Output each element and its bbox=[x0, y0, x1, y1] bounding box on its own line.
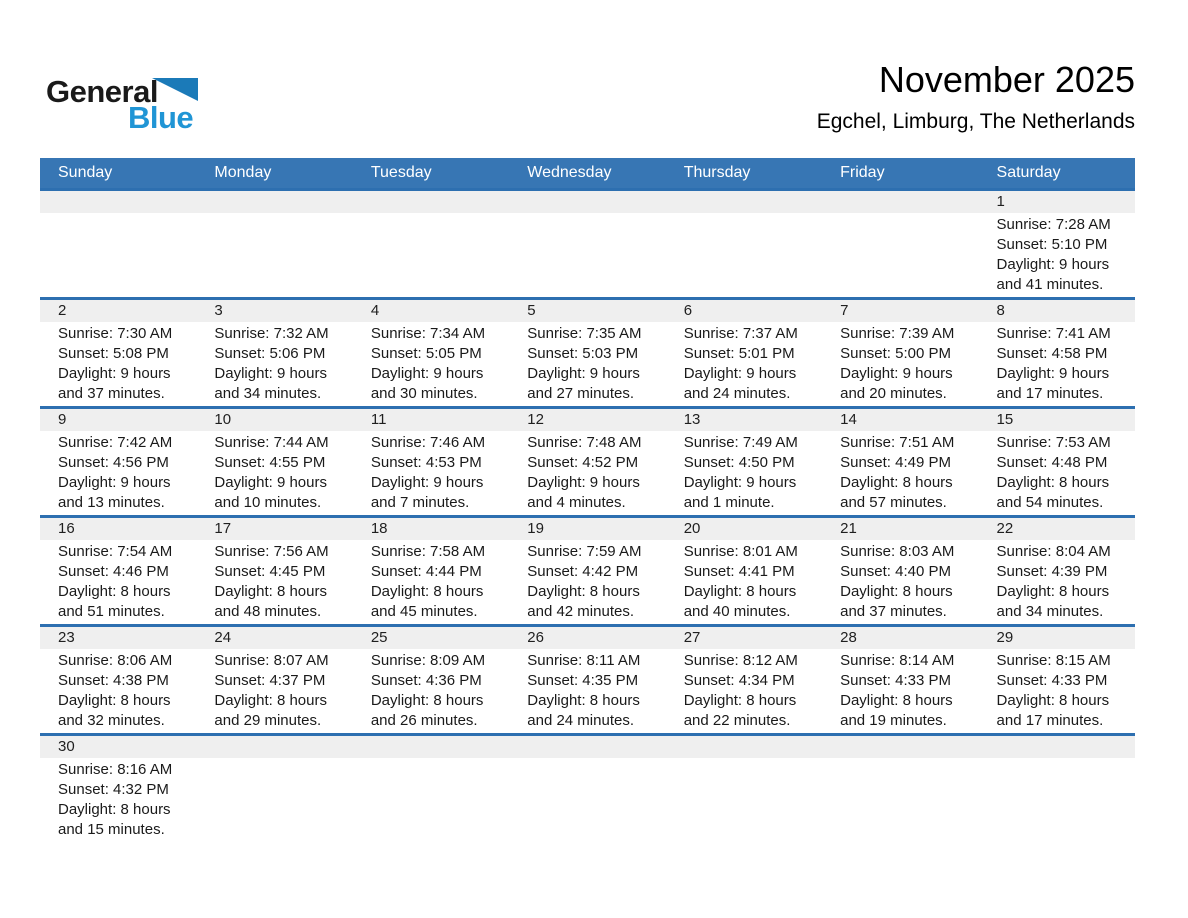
sunset-text: Sunset: 5:00 PM bbox=[840, 345, 952, 362]
general-blue-logo bbox=[46, 70, 246, 140]
daylight-text-line1: Daylight: 8 hours bbox=[840, 474, 953, 491]
day-number-band bbox=[40, 409, 1135, 431]
daylight-text-line2: and 40 minutes. bbox=[683, 603, 791, 620]
day-cell bbox=[666, 431, 822, 515]
day-cell bbox=[822, 213, 978, 297]
calendar-grid bbox=[40, 158, 1135, 842]
sunrise-text: Sunrise: 7:44 AM bbox=[214, 434, 329, 451]
sunset-text: Sunset: 4:44 PM bbox=[370, 563, 482, 580]
day-cell bbox=[822, 431, 978, 515]
weekday-label: Thursday bbox=[683, 164, 751, 181]
sunrise-text: Sunrise: 7:54 AM bbox=[58, 543, 173, 560]
daylight-text-line2: and 15 minutes. bbox=[58, 821, 165, 838]
day-number bbox=[40, 191, 196, 213]
sunrise-text: Sunrise: 8:04 AM bbox=[996, 543, 1111, 560]
day-details-band bbox=[40, 758, 1135, 842]
day-details-band bbox=[40, 213, 1135, 297]
day-cell bbox=[196, 322, 352, 406]
day-number-band bbox=[40, 300, 1135, 322]
day-number: 10 bbox=[214, 411, 232, 428]
day-cell bbox=[509, 649, 665, 733]
day-cell bbox=[196, 649, 352, 733]
day-cell bbox=[353, 322, 509, 406]
day-number: 30 bbox=[58, 738, 75, 755]
sunset-text: Sunset: 4:33 PM bbox=[996, 672, 1108, 689]
sunrise-text: Sunrise: 7:49 AM bbox=[683, 434, 798, 451]
location-subtitle: Egchel, Limburg, The Netherlands bbox=[816, 110, 1135, 133]
day-number: 21 bbox=[840, 520, 857, 537]
day-number bbox=[196, 736, 352, 758]
daylight-text-line2: and 48 minutes. bbox=[214, 603, 322, 620]
day-number: 9 bbox=[58, 411, 67, 428]
day-number bbox=[666, 191, 822, 213]
day-number bbox=[822, 191, 978, 213]
day-number: 16 bbox=[58, 520, 75, 537]
daylight-text-line2: and 24 minutes. bbox=[683, 385, 791, 402]
daylight-text-line1: Daylight: 9 hours bbox=[527, 474, 640, 491]
day-cell bbox=[353, 649, 509, 733]
sunrise-text: Sunrise: 7:42 AM bbox=[58, 434, 173, 451]
daylight-text-line2: and 34 minutes. bbox=[996, 603, 1104, 620]
day-cell bbox=[353, 213, 509, 297]
sunset-text: Sunset: 4:41 PM bbox=[683, 563, 795, 580]
sunrise-text: Sunrise: 8:16 AM bbox=[58, 761, 173, 778]
day-number-band bbox=[40, 736, 1135, 758]
weekday-label: Saturday bbox=[996, 164, 1061, 181]
daylight-text-line1: Daylight: 8 hours bbox=[527, 692, 640, 709]
sunset-text: Sunset: 4:39 PM bbox=[996, 563, 1108, 580]
daylight-text-line1: Daylight: 9 hours bbox=[370, 474, 484, 491]
daylight-text-line2: and 45 minutes. bbox=[370, 603, 478, 620]
sunset-text: Sunset: 4:45 PM bbox=[214, 563, 326, 580]
sunrise-text: Sunrise: 7:41 AM bbox=[996, 325, 1111, 342]
day-cell bbox=[822, 540, 978, 624]
sunrise-text: Sunrise: 7:48 AM bbox=[527, 434, 642, 451]
day-number: 2 bbox=[58, 302, 67, 319]
weeks-container bbox=[40, 188, 1135, 842]
day-number: 27 bbox=[683, 629, 701, 646]
day-cell bbox=[509, 540, 665, 624]
day-number: 7 bbox=[840, 302, 849, 319]
day-cell bbox=[196, 431, 352, 515]
day-number bbox=[509, 736, 665, 758]
sunrise-text: Sunrise: 7:59 AM bbox=[527, 543, 642, 560]
sunset-text: Sunset: 4:52 PM bbox=[527, 454, 639, 471]
sunrise-text: Sunrise: 7:37 AM bbox=[683, 325, 798, 342]
daylight-text-line1: Daylight: 9 hours bbox=[996, 365, 1110, 382]
daylight-text-line2: and 34 minutes. bbox=[214, 385, 322, 402]
daylight-text-line1: Daylight: 8 hours bbox=[683, 692, 797, 709]
day-number-band bbox=[40, 191, 1135, 213]
day-number: 28 bbox=[840, 629, 857, 646]
daylight-text-line2: and 42 minutes. bbox=[527, 603, 635, 620]
day-cell bbox=[979, 213, 1135, 297]
sunset-text: Sunset: 4:46 PM bbox=[58, 563, 169, 580]
day-cell bbox=[40, 322, 196, 406]
day-number bbox=[509, 191, 665, 213]
day-details-band bbox=[40, 322, 1135, 406]
day-number: 26 bbox=[527, 629, 544, 646]
day-number: 13 bbox=[683, 411, 701, 428]
day-details-band bbox=[40, 540, 1135, 624]
daylight-text-line1: Daylight: 9 hours bbox=[996, 256, 1110, 273]
daylight-text-line2: and 37 minutes. bbox=[58, 385, 165, 402]
week-row bbox=[40, 624, 1135, 733]
day-number bbox=[979, 736, 1135, 758]
sunset-text: Sunset: 4:48 PM bbox=[996, 454, 1108, 471]
day-number: 25 bbox=[370, 629, 388, 646]
day-number: 23 bbox=[58, 629, 75, 646]
day-number: 29 bbox=[996, 629, 1014, 646]
day-number bbox=[353, 191, 509, 213]
day-cell bbox=[979, 649, 1135, 733]
daylight-text-line2: and 24 minutes. bbox=[527, 712, 635, 729]
daylight-text-line2: and 19 minutes. bbox=[840, 712, 947, 729]
sunset-text: Sunset: 4:42 PM bbox=[527, 563, 639, 580]
sunset-text: Sunset: 4:37 PM bbox=[214, 672, 326, 689]
day-cell bbox=[666, 540, 822, 624]
sunrise-text: Sunrise: 8:14 AM bbox=[840, 652, 955, 669]
day-cell bbox=[979, 540, 1135, 624]
day-number: 11 bbox=[370, 411, 387, 428]
sunset-text: Sunset: 4:55 PM bbox=[214, 454, 326, 471]
daylight-text-line2: and 41 minutes. bbox=[996, 276, 1104, 293]
daylight-text-line2: and 57 minutes. bbox=[840, 494, 947, 511]
daylight-text-line1: Daylight: 8 hours bbox=[996, 474, 1110, 491]
daylight-text-line2: and 29 minutes. bbox=[214, 712, 322, 729]
weekday-label: Friday bbox=[840, 164, 885, 181]
daylight-text-line2: and 27 minutes. bbox=[527, 385, 635, 402]
daylight-text-line1: Daylight: 8 hours bbox=[58, 801, 171, 818]
day-number: 19 bbox=[527, 520, 544, 537]
sunset-text: Sunset: 5:10 PM bbox=[996, 236, 1108, 253]
day-cell bbox=[353, 431, 509, 515]
day-cell bbox=[666, 322, 822, 406]
day-number: 20 bbox=[683, 520, 701, 537]
sunset-text: Sunset: 4:32 PM bbox=[58, 781, 169, 798]
daylight-text-line2: and 20 minutes. bbox=[840, 385, 947, 402]
daylight-text-line2: and 7 minutes. bbox=[370, 494, 470, 511]
weekday-header-row bbox=[40, 158, 1135, 188]
day-number: 1 bbox=[996, 193, 1005, 210]
sunset-text: Sunset: 4:56 PM bbox=[58, 454, 169, 471]
day-number bbox=[196, 191, 352, 213]
day-cell bbox=[666, 213, 822, 297]
weekday-label: Tuesday bbox=[370, 164, 432, 181]
daylight-text-line1: Daylight: 8 hours bbox=[214, 692, 327, 709]
daylight-text-line1: Daylight: 8 hours bbox=[996, 692, 1110, 709]
sunset-text: Sunset: 4:49 PM bbox=[840, 454, 952, 471]
sunrise-text: Sunrise: 8:06 AM bbox=[58, 652, 173, 669]
day-cell bbox=[40, 213, 196, 297]
daylight-text-line2: and 10 minutes. bbox=[214, 494, 322, 511]
sunset-text: Sunset: 5:08 PM bbox=[58, 345, 169, 362]
day-cell bbox=[666, 649, 822, 733]
day-number: 14 bbox=[840, 411, 857, 428]
sunrise-text: Sunrise: 7:46 AM bbox=[370, 434, 486, 451]
daylight-text-line2: and 4 minutes. bbox=[527, 494, 626, 511]
weekday-label: Sunday bbox=[58, 164, 113, 181]
day-cell bbox=[509, 322, 665, 406]
sunrise-text: Sunrise: 7:58 AM bbox=[370, 543, 486, 560]
sunset-text: Sunset: 4:36 PM bbox=[370, 672, 482, 689]
day-cell bbox=[822, 322, 978, 406]
daylight-text-line1: Daylight: 9 hours bbox=[683, 365, 797, 382]
day-cell bbox=[353, 540, 509, 624]
day-number: 5 bbox=[527, 302, 536, 319]
logo-text-general: General bbox=[46, 74, 158, 109]
daylight-text-line1: Daylight: 9 hours bbox=[683, 474, 797, 491]
sunrise-text: Sunrise: 8:01 AM bbox=[683, 543, 798, 560]
week-row bbox=[40, 297, 1135, 406]
day-number-band bbox=[40, 518, 1135, 540]
sunrise-text: Sunrise: 7:39 AM bbox=[840, 325, 955, 342]
daylight-text-line1: Daylight: 8 hours bbox=[840, 583, 953, 600]
day-cell bbox=[666, 758, 822, 842]
daylight-text-line1: Daylight: 9 hours bbox=[214, 365, 327, 382]
daylight-text-line2: and 26 minutes. bbox=[370, 712, 478, 729]
week-row bbox=[40, 733, 1135, 842]
daylight-text-line1: Daylight: 8 hours bbox=[58, 583, 171, 600]
sunrise-text: Sunrise: 8:15 AM bbox=[996, 652, 1111, 669]
day-cell bbox=[353, 758, 509, 842]
daylight-text-line2: and 32 minutes. bbox=[58, 712, 165, 729]
day-number: 17 bbox=[214, 520, 232, 537]
sunset-text: Sunset: 5:03 PM bbox=[527, 345, 639, 362]
day-number: 24 bbox=[214, 629, 232, 646]
daylight-text-line1: Daylight: 8 hours bbox=[996, 583, 1110, 600]
daylight-text-line1: Daylight: 8 hours bbox=[370, 583, 484, 600]
day-number bbox=[353, 736, 509, 758]
sunset-text: Sunset: 4:58 PM bbox=[996, 345, 1108, 362]
sunrise-text: Sunrise: 8:12 AM bbox=[683, 652, 798, 669]
day-cell bbox=[979, 758, 1135, 842]
week-row bbox=[40, 406, 1135, 515]
week-row bbox=[40, 188, 1135, 297]
daylight-text-line2: and 17 minutes. bbox=[996, 385, 1104, 402]
sunrise-text: Sunrise: 7:35 AM bbox=[527, 325, 642, 342]
sunrise-text: Sunrise: 7:56 AM bbox=[214, 543, 329, 560]
sunrise-text: Sunrise: 8:09 AM bbox=[370, 652, 486, 669]
sunrise-text: Sunrise: 8:11 AM bbox=[527, 652, 641, 669]
day-cell bbox=[509, 758, 665, 842]
sunset-text: Sunset: 4:50 PM bbox=[683, 454, 795, 471]
daylight-text-line2: and 17 minutes. bbox=[996, 712, 1104, 729]
daylight-text-line1: Daylight: 9 hours bbox=[370, 365, 484, 382]
day-cell bbox=[509, 431, 665, 515]
day-number-band bbox=[40, 627, 1135, 649]
day-cell bbox=[509, 213, 665, 297]
daylight-text-line1: Daylight: 9 hours bbox=[58, 365, 171, 382]
daylight-text-line1: Daylight: 9 hours bbox=[840, 365, 953, 382]
sunset-text: Sunset: 5:01 PM bbox=[683, 345, 795, 362]
daylight-text-line2: and 30 minutes. bbox=[370, 385, 478, 402]
daylight-text-line1: Daylight: 8 hours bbox=[58, 692, 171, 709]
daylight-text-line1: Daylight: 8 hours bbox=[370, 692, 484, 709]
blue-triangle-icon bbox=[152, 78, 198, 101]
day-number: 4 bbox=[370, 302, 380, 319]
day-cell bbox=[822, 758, 978, 842]
week-row bbox=[40, 515, 1135, 624]
daylight-text-line1: Daylight: 9 hours bbox=[527, 365, 640, 382]
day-details-band bbox=[40, 431, 1135, 515]
day-cell bbox=[822, 649, 978, 733]
day-number: 15 bbox=[996, 411, 1014, 428]
day-number bbox=[666, 736, 822, 758]
sunrise-text: Sunrise: 7:30 AM bbox=[58, 325, 173, 342]
logo-text-blue: Blue bbox=[128, 100, 194, 135]
sunrise-text: Sunrise: 8:07 AM bbox=[214, 652, 329, 669]
sunrise-text: Sunrise: 8:03 AM bbox=[840, 543, 955, 560]
daylight-text-line1: Daylight: 8 hours bbox=[840, 692, 953, 709]
sunset-text: Sunset: 4:40 PM bbox=[840, 563, 952, 580]
day-cell bbox=[979, 322, 1135, 406]
header-titles bbox=[817, 58, 1135, 138]
sunrise-text: Sunrise: 7:28 AM bbox=[996, 216, 1111, 233]
daylight-text-line2: and 22 minutes. bbox=[683, 712, 791, 729]
day-cell bbox=[40, 649, 196, 733]
day-number: 18 bbox=[370, 520, 388, 537]
day-cell bbox=[979, 431, 1135, 515]
day-cell bbox=[40, 540, 196, 624]
daylight-text-line2: and 1 minute. bbox=[683, 494, 775, 511]
daylight-text-line1: Daylight: 8 hours bbox=[527, 583, 640, 600]
month-title: November 2025 bbox=[878, 59, 1135, 100]
day-details-band bbox=[40, 649, 1135, 733]
weekday-label: Monday bbox=[214, 164, 272, 181]
day-cell bbox=[40, 431, 196, 515]
sunrise-text: Sunrise: 7:32 AM bbox=[214, 325, 329, 342]
sunrise-text: Sunrise: 7:51 AM bbox=[840, 434, 955, 451]
day-cell bbox=[196, 758, 352, 842]
daylight-text-line2: and 54 minutes. bbox=[996, 494, 1104, 511]
day-number: 3 bbox=[214, 302, 223, 319]
sunset-text: Sunset: 4:53 PM bbox=[370, 454, 482, 471]
sunrise-text: Sunrise: 7:53 AM bbox=[996, 434, 1111, 451]
daylight-text-line2: and 13 minutes. bbox=[58, 494, 165, 511]
daylight-text-line2: and 51 minutes. bbox=[58, 603, 165, 620]
sunset-text: Sunset: 5:05 PM bbox=[370, 345, 482, 362]
day-number: 22 bbox=[996, 520, 1014, 537]
day-cell bbox=[196, 540, 352, 624]
day-cell bbox=[40, 758, 196, 842]
day-cell bbox=[196, 213, 352, 297]
sunset-text: Sunset: 5:06 PM bbox=[214, 345, 326, 362]
daylight-text-line1: Daylight: 9 hours bbox=[214, 474, 327, 491]
sunrise-text: Sunrise: 7:34 AM bbox=[370, 325, 486, 342]
sunset-text: Sunset: 4:34 PM bbox=[683, 672, 795, 689]
sunset-text: Sunset: 4:38 PM bbox=[58, 672, 169, 689]
sunset-text: Sunset: 4:33 PM bbox=[840, 672, 952, 689]
day-number bbox=[822, 736, 978, 758]
day-number: 8 bbox=[996, 302, 1005, 319]
daylight-text-line2: and 37 minutes. bbox=[840, 603, 947, 620]
daylight-text-line1: Daylight: 9 hours bbox=[58, 474, 171, 491]
weekday-label: Wednesday bbox=[527, 164, 612, 181]
day-number: 6 bbox=[683, 302, 693, 319]
sunset-text: Sunset: 4:35 PM bbox=[527, 672, 639, 689]
daylight-text-line1: Daylight: 8 hours bbox=[683, 583, 797, 600]
day-number: 12 bbox=[527, 411, 544, 428]
daylight-text-line1: Daylight: 8 hours bbox=[214, 583, 327, 600]
